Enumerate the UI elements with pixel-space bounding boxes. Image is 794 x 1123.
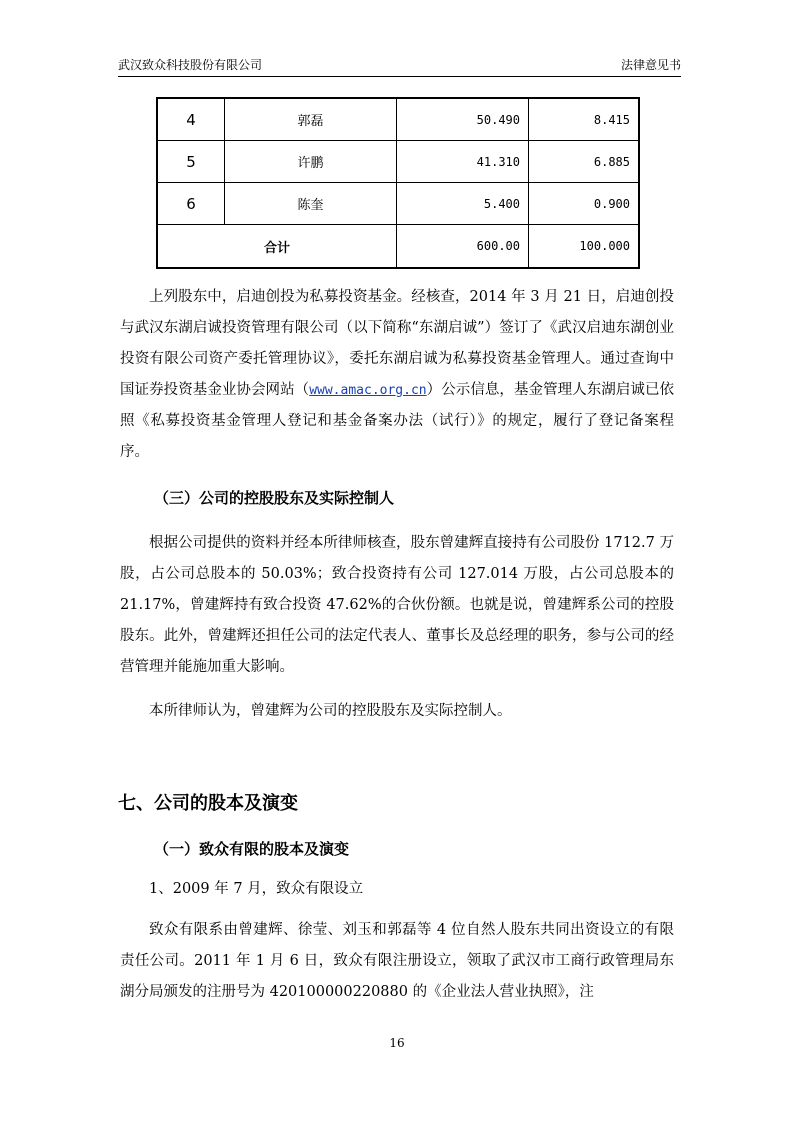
control-conclusion: 本所律师认为，曾建辉为公司的控股股东及实际控制人。 [149, 703, 512, 719]
shareholder-name: 许鹏 [225, 141, 397, 183]
shareholder-name: 陈奎 [225, 183, 397, 225]
total-amount: 600.00 [397, 225, 529, 269]
header-doc-type: 法律意见书 [620, 58, 681, 72]
row-number: 6 [157, 183, 225, 225]
share-amount: 5.400 [397, 183, 529, 225]
header-divider [118, 76, 681, 77]
section-seven-subheading-block [120, 834, 674, 865]
section-seven-subheading: （一）致众有限的股本及演变 [154, 840, 350, 858]
row-number: 4 [157, 98, 225, 141]
table-row [157, 98, 639, 141]
amac-link[interactable]: www.amac.org.cn [309, 383, 427, 398]
control-paragraph-block [120, 528, 674, 727]
total-label: 合计 [157, 225, 397, 269]
total-percent: 100.000 [529, 225, 640, 269]
row-number: 5 [157, 141, 225, 183]
shareholder-table [156, 97, 640, 269]
page-number: 16 [389, 1036, 405, 1050]
table-row [157, 141, 639, 183]
item-heading: 1、2009 年 7 月，致众有限设立 [149, 881, 364, 897]
table-total-row [157, 225, 639, 269]
control-paragraph: 根据公司提供的资料并经本所律师核查，股东曾建辉直接持有公司股份 1712.7 万股，占公司总股本的 50.03%；致合投资持有公司 127.014 万股，占公司总股本的 21.17%，曾建辉持有致合投资 47.62%的合伙份额。也就是说，曾建辉系公司的控股股东。此外，曾建辉还担任公司的法定代表人、董事长及总经理的职务，参与公司的经营管理并能施加重大影响。 [120, 535, 674, 675]
share-amount: 50.490 [397, 98, 529, 141]
share-amount: 41.310 [397, 141, 529, 183]
fund-text-a: 上列股东中，启迪创投为私募投资基金。经核查，2014 年 3 月 21 日，启迪创投与武汉东湖启诚投资管理有限公司（以下简称“东湖启诚”）签订了《武汉启迪东湖创业投资有限公司资产委托管理协议》，委托东湖启诚为私募投资基金管理人。通过查询中国证券投资基金业协会网站（ [120, 289, 674, 398]
header-company: 武汉致众科技股份有限公司 [118, 58, 263, 72]
fund-paragraph [120, 282, 674, 468]
section-seven-heading: 七、公司的股本及演变 [118, 793, 298, 814]
control-heading: （三）公司的控股股东及实际控制人 [154, 489, 395, 507]
shareholder-name: 郭磊 [225, 98, 397, 141]
share-percent: 6.885 [529, 141, 640, 183]
section-seven-body [120, 874, 674, 1008]
share-percent: 0.900 [529, 183, 640, 225]
share-percent: 8.415 [529, 98, 640, 141]
fund-text-b: ）公示信息，基金管理人东湖启诚已依照《私募投资基金管理人登记和基金备案办法（试行）》的规定，履行了登记备案程序。 [120, 382, 675, 460]
fund-paragraph-block [120, 282, 674, 468]
page-header [118, 56, 681, 73]
table-row [157, 183, 639, 225]
establishment-paragraph: 致众有限系由曾建辉、徐莹、刘玉和郭磊等 4 位自然人股东共同出资设立的有限责任公司。2011 年 1 月 6 日，致众有限注册设立，领取了武汉市工商行政管理局东湖分局颁发的注册号为 420100000220880 的《企业法人营业执照》，注 [120, 922, 674, 1000]
section-seven-heading-block [118, 788, 672, 819]
control-section [120, 483, 674, 514]
